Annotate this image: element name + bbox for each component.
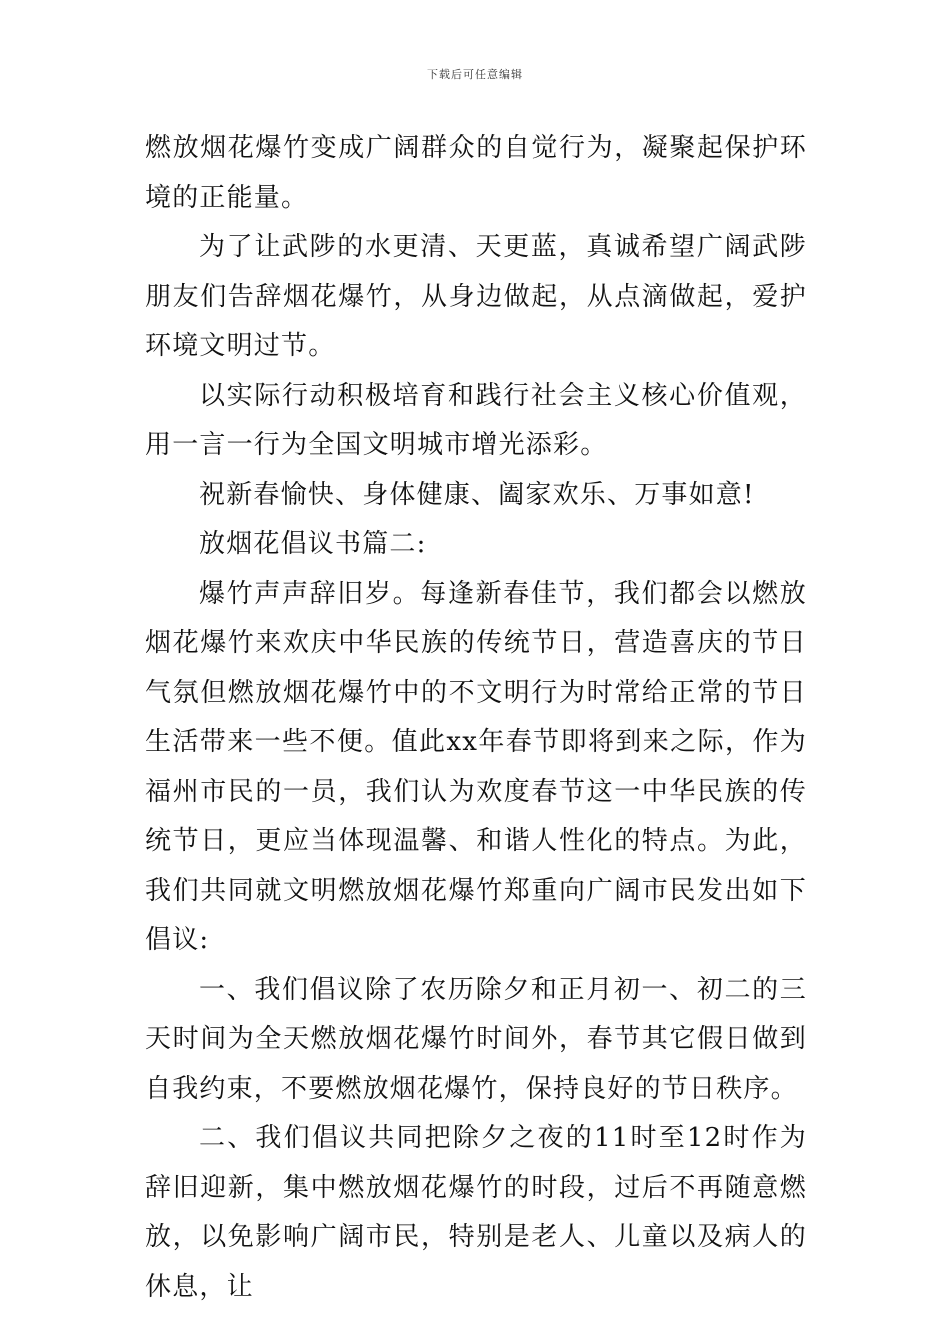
paragraph: 为了让武陟的水更清、天更蓝，真诚希望广阔武陟朋友们告辞烟花爆竹，从身边做起，从点滴做起，爱护环境文明过节。	[145, 232, 807, 361]
paragraph: 一、我们倡议除了农历除夕和正月初一、初二的三天时间为全天燃放烟花爆竹时间外，春节其它假日做到自我约束，不要燃放烟花爆竹，保持良好的节日秩序。	[145, 974, 807, 1104]
document-body	[145, 124, 807, 1312]
paragraph: 燃放烟花爆竹变成广阔群众的自觉行为，凝聚起保护环境的正能量。	[145, 133, 807, 213]
page-header: 下载后可任意编辑	[427, 68, 523, 81]
paragraph: 以实际行动积极培育和践行社会主义核心价值观，用一言一行为全国文明城市增光添彩。	[145, 380, 807, 460]
paragraph: 爆竹声声辞旧岁。每逢新春佳节，我们都会以燃放烟花爆竹来欢庆中华民族的传统节日，营造喜庆的节日气氛但燃放烟花爆竹中的不文明行为时常给正常的节日生活带来一些不便。值此xx年春节即将到来之际，作为福州市民的一员，我们认为欢度春节这一中华民族的传统节日，更应当体现温馨、和谐人性化的特点。为此，我们共同就文明燃放烟花爆竹郑重向广阔市民发出如下倡议:	[145, 578, 807, 955]
section-heading: 放烟花倡议书篇二:	[199, 529, 427, 559]
paragraph: 二、我们倡议共同把除夕之夜的11时至12时作为辞旧迎新，集中燃放烟花爆竹的时段，过后不再随意燃放，以免影响广阔市民，特别是老人、儿童以及病人的休息，让	[145, 1123, 807, 1302]
paragraph: 祝新春愉快、身体健康、阖家欢乐、万事如意!	[199, 479, 755, 510]
